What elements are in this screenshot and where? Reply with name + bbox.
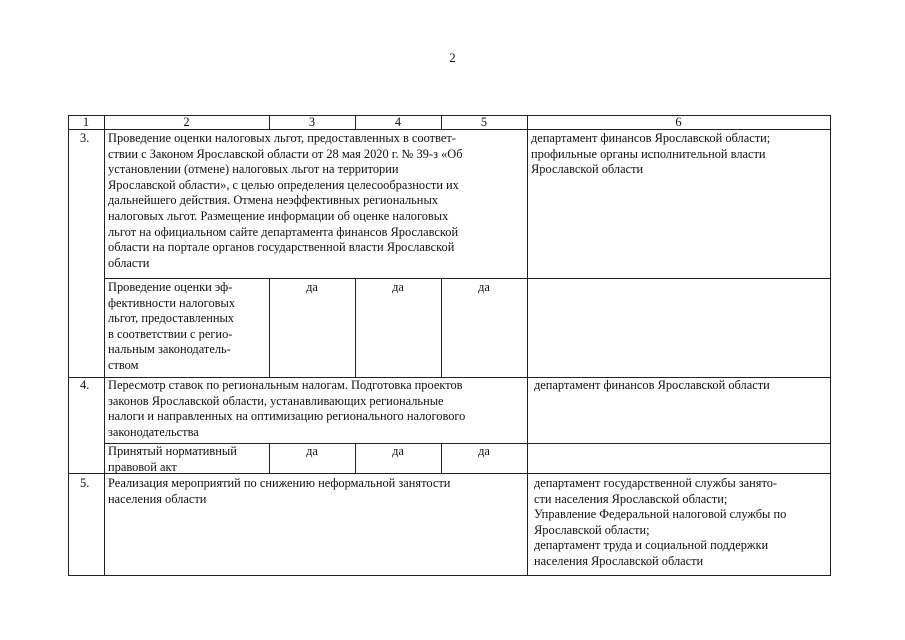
header-divider bbox=[68, 129, 831, 130]
column-header: 1 bbox=[82, 115, 90, 129]
column-header: 4 bbox=[394, 115, 402, 129]
table-border-right bbox=[830, 115, 831, 575]
col-divider-1 bbox=[104, 115, 105, 575]
row-number: 3. bbox=[80, 131, 90, 145]
column-header: 3 bbox=[308, 115, 316, 129]
indicator-value-col5: да bbox=[478, 444, 490, 458]
responsible-executors: департамент финансов Ярославской области bbox=[534, 378, 770, 392]
row-3-divider bbox=[104, 278, 831, 279]
activity-description: Пересмотр ставок по региональным налогам. Подготовка проектов законов Ярославской области, устанавливающих региональные налоги и направленных на оптимизацию регионального налогового законодательства bbox=[108, 378, 466, 439]
responsible-executors: департамент финансов Ярославской области; профильные органы исполнительной власти Ярославской области bbox=[531, 131, 771, 177]
col-divider-6 bbox=[527, 115, 528, 575]
indicator-value-col3: да bbox=[306, 280, 318, 294]
activity-description: Проведение оценки налоговых льгот, предоставленных в соответ- ствии с Законом Ярославской области от 28 мая 2020 г. № 39-з «Об установлении (отмене) налоговых льгот на территории Ярославской области», с целью определения целесообразности их дальнейшего действия. Отмена неэффективных региональных налоговых льгот. Размещение информации об оценке налоговых льгот на официальном сайте департамента финансов Ярославской области на портале органов государственной власти Ярославской области bbox=[108, 131, 463, 270]
column-header: 2 bbox=[183, 115, 190, 129]
row-number: 5. bbox=[80, 476, 90, 490]
activity-description: Реализация мероприятий по снижению неформальной занятости населения области bbox=[108, 476, 451, 506]
indicator-name: Принятый нормативный правовой акт bbox=[108, 444, 237, 474]
row-number: 4. bbox=[80, 378, 90, 392]
column-header: 5 bbox=[480, 115, 488, 129]
responsible-executors: департамент государственной службы занято- сти населения Ярославской области; Управление Федеральной налоговой службы по Ярославской области; департамент труда и социальной поддержки населения Ярославской области bbox=[534, 476, 787, 568]
indicator-value-col4: да bbox=[392, 444, 404, 458]
indicator-value-col4: да bbox=[392, 280, 404, 294]
page-number: 2 bbox=[449, 50, 456, 65]
column-header: 6 bbox=[675, 115, 682, 129]
indicator-value-col3: да bbox=[306, 444, 318, 458]
indicator-name: Проведение оценки эф- фективности налоговых льгот, предоставленных в соответствии с регио- нальным законодатель- ством bbox=[108, 280, 236, 372]
table-border-bottom bbox=[68, 575, 831, 576]
table-border-left bbox=[68, 115, 69, 575]
indicator-value-col5: да bbox=[478, 280, 490, 294]
